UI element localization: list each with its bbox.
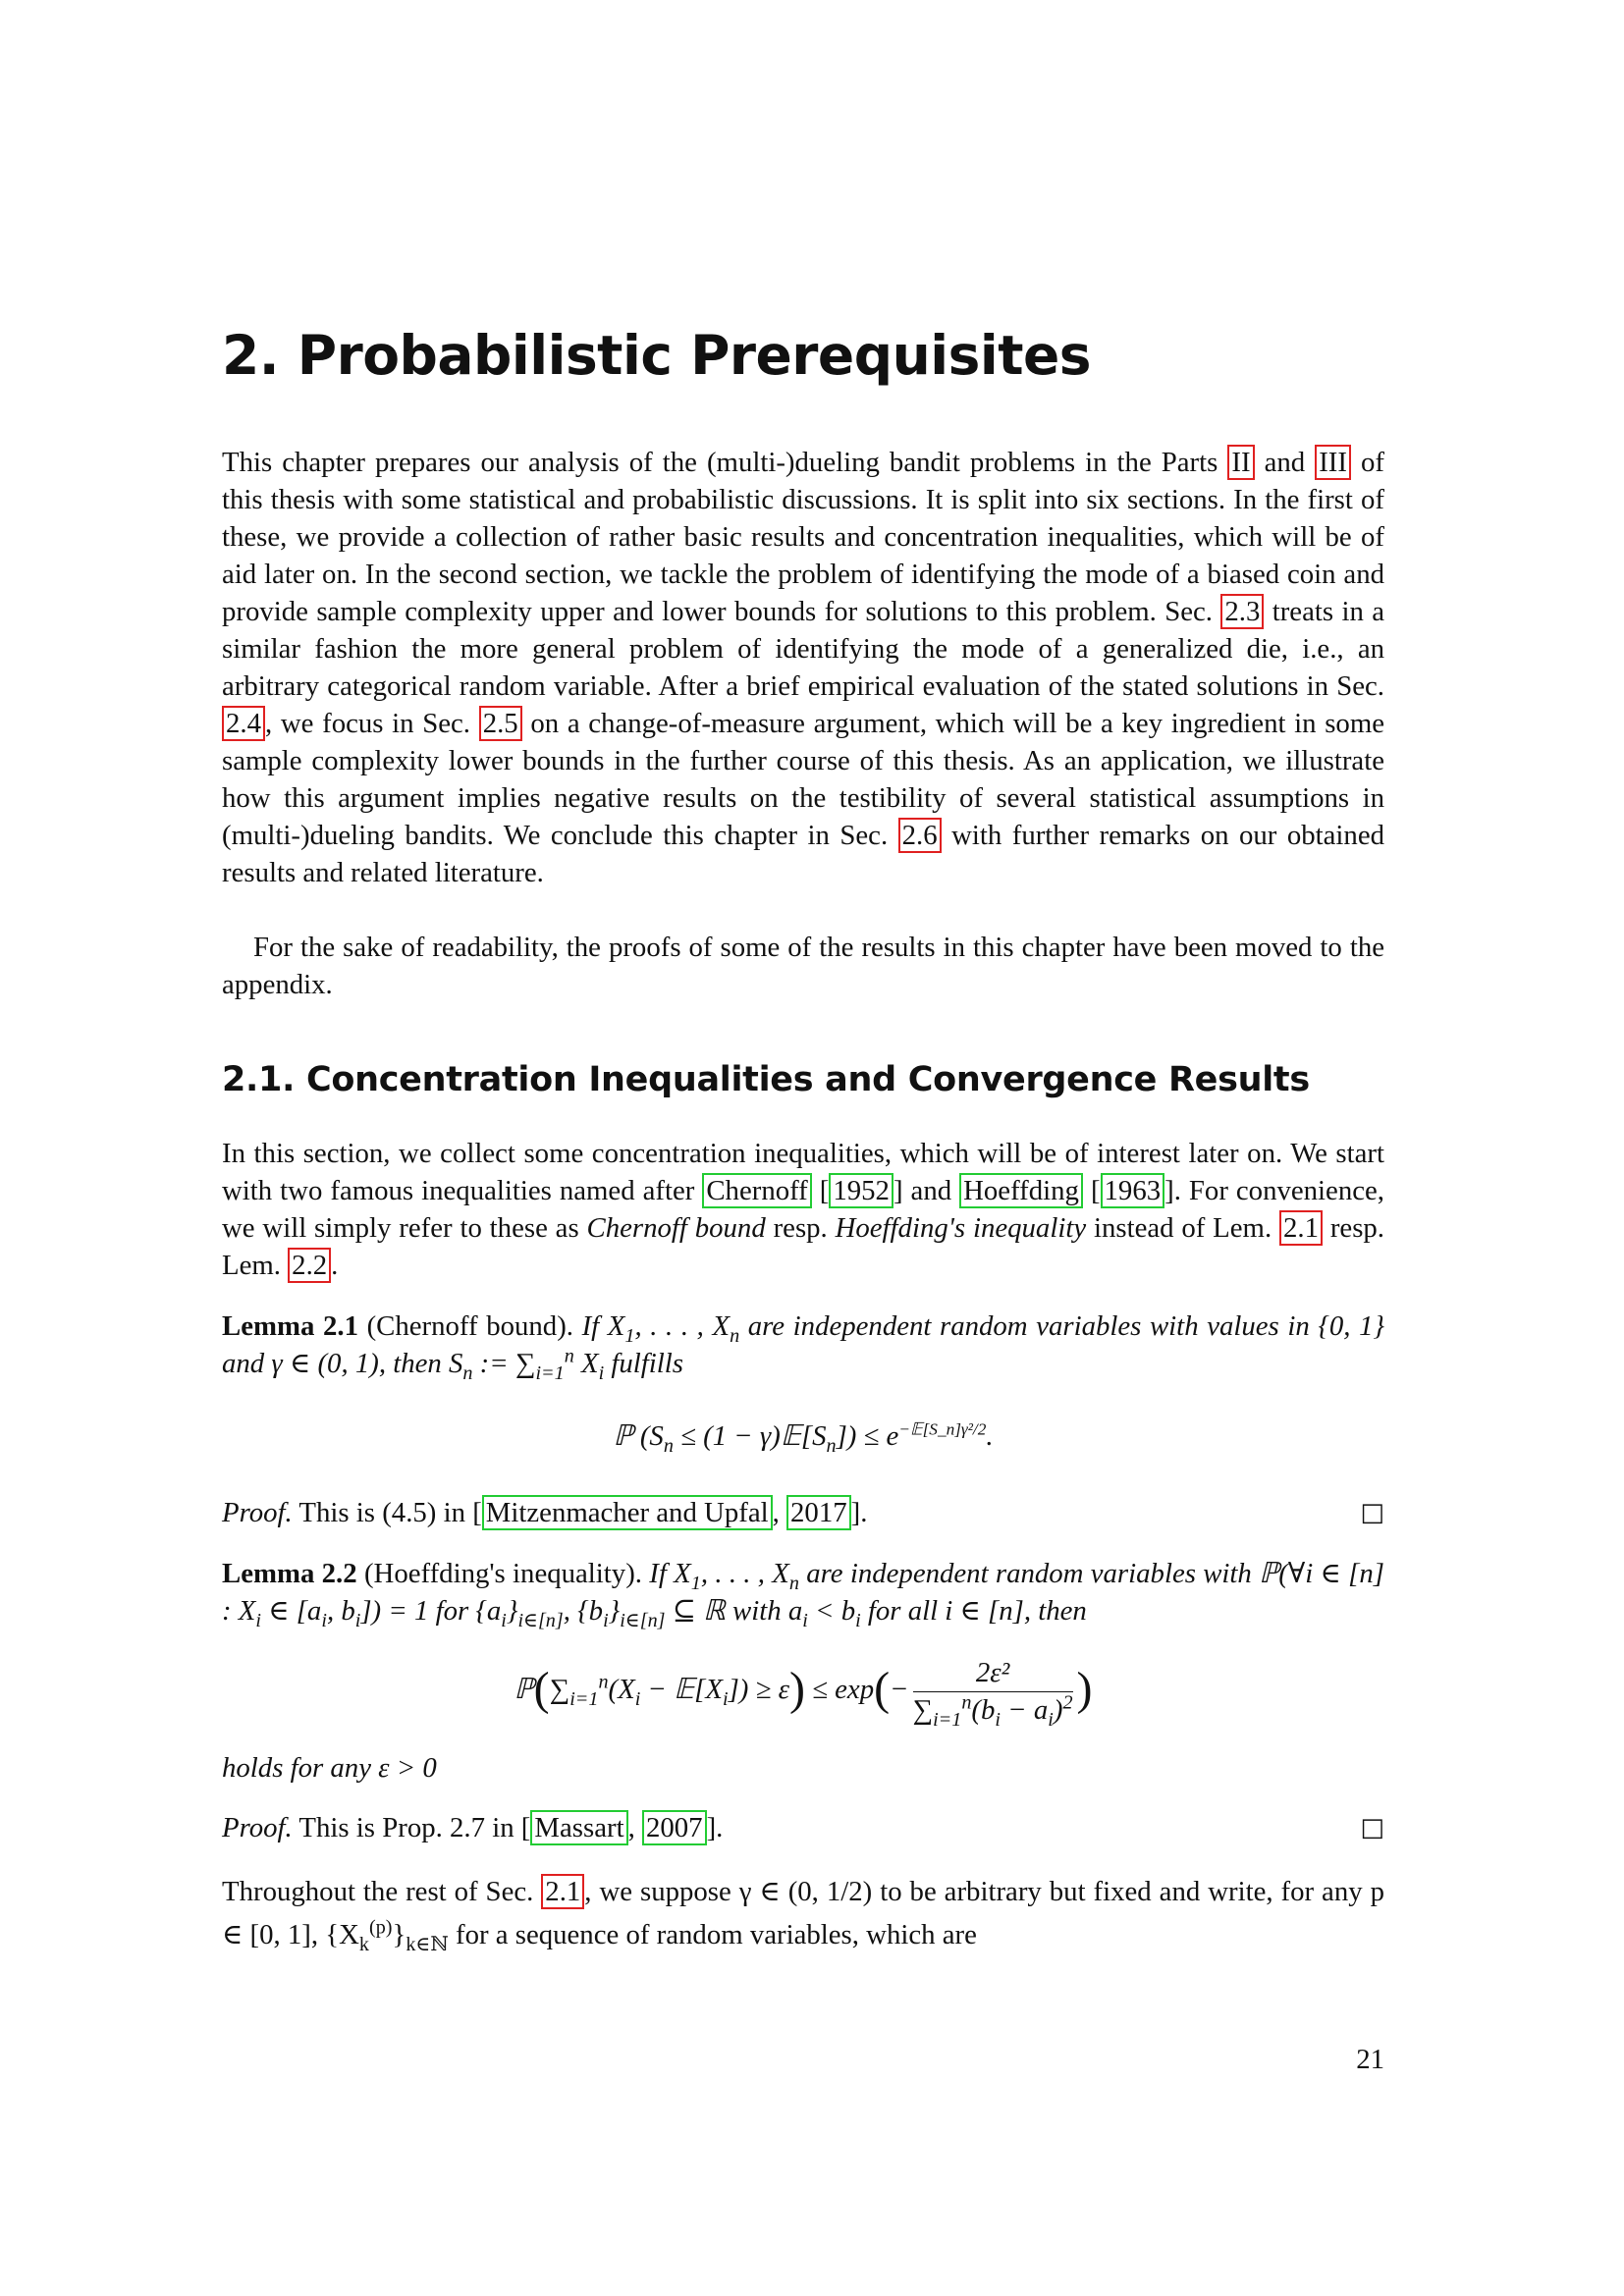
ref-part-ii[interactable]: II xyxy=(1227,445,1254,480)
ref-sec-2-5[interactable]: 2.5 xyxy=(479,706,522,741)
ref-sec-2-6[interactable]: 2.6 xyxy=(898,818,942,853)
chapter-title: 2. Probabilistic Prerequisites xyxy=(222,324,1092,387)
intro-paragraph-2: For the sake of readability, the proofs of some of the results in this chapter have been moved to the appendix. xyxy=(222,932,1384,1000)
hoeffding-tail: holds for any ε > 0 xyxy=(222,1752,437,1784)
ref-sec-2-3[interactable]: 2.3 xyxy=(1220,594,1264,629)
lemma-2-1: Lemma 2.1 (Chernoff bound). If $X_1$, . . . , $X_n$ are independent random variables with values in {0, 1} and γ ∈ (0, 1), then $S_n$ := $\sum_{i=1}^n$ $X_i$ fulfills xyxy=(222,1310,1384,1384)
ref-sec-2-4[interactable]: 2.4 xyxy=(222,706,265,741)
closing-paragraph: Throughout the rest of Sec. 2.1 , we suppose γ ∈ (0, 1/2) to be arbitrary but fixed and write, for any p ∈ [0, 1], $\{X_k^{(p)}\}_{k\in ℕ}$ for a sequence of random variables, which are xyxy=(222,1876,1384,1955)
cite-massart[interactable]: Massart xyxy=(530,1810,627,1845)
cite-massart-year[interactable]: 2007 xyxy=(642,1810,707,1845)
cite-hoeffding-year[interactable]: 1963 xyxy=(1101,1173,1165,1208)
cite-mitzenmacher-year[interactable]: 2017 xyxy=(786,1495,851,1530)
intro-paragraph: This chapter prepares our analysis of the (multi-)dueling bandit problems in the Parts II and III of this thesis with some statistical and probabilistic discussions. It is split into six sections. In the first of these, we provide a collection of rather basic results and concentration inequalities, which will be of aid later on. In the second section, we tackle the problem of identifying the mode of a biased coin and provide sample complexity upper and lower bounds for solutions to this problem. Sec. 2.3 treats in a similar fashion the more general problem of identifying the mode of a generalized die, i.e., an arbitrary categorical random variable. After a brief empirical evaluation of the stated solutions in Sec. 2.4 , we focus in Sec. 2.5 on a change-of-measure argument, which will be a key ingredient in some sample complexity lower bounds in the further course of this thesis. As an application, we illustrate how this argument implies negative results on the testibility of several statistical assumptions in (multi-)dueling bandits. We conclude this chapter in Sec. 2.6 with further remarks on our obtained results and related literature. xyxy=(222,447,1385,888)
page-number: 21 xyxy=(1356,2044,1384,2075)
chernoff-formula: ℙ ($S_n \le (1$ − $\gamma)𝔼[S_n]) \le e^{-𝔼[S\_n]\gamma^2/2}$. xyxy=(613,1419,994,1457)
hoeffding-formula: $ℙ(\sum_{i=1}^n(X_i$ − $𝔼[X_i]) \ge \varepsilon) \le \exp(-$ $\frac{\text{2ε²}}{\sum_{i=1}^n(b_i - a_i)^2}$ ) xyxy=(514,1657,1093,1731)
section-paragraph: In this section, we collect some concentration inequalities, which will be of interest later on. We start with two famous inequalities named after Chernoff [ 1952 ] and Hoeffding [ 1963 ]. For convenience, we will simply refer to these as Chernoff bound resp. Hoeffding's inequality instead of Lem. 2.1 resp. Lem. 2.2 . xyxy=(222,1138,1385,1281)
ref-lem-2-2[interactable]: 2.2 xyxy=(288,1248,331,1283)
lemma-2-2: Lemma 2.2 (Hoeffding's inequality). If $X_1$, . . . , $X_n$ are independent random variables with ℙ(∀i ∈ [n] : $X_i$ ∈ [$a_i$, $b_i]) = 1$ for $\{a_i\}_{i\in[n]}$, $\{b_i\}_{i\in[n]}$ ⊆ ℝ with $a_i < b_i$ for all i ∈ [n], then xyxy=(222,1558,1384,1631)
qed-symbol: □ xyxy=(1360,1498,1384,1527)
proof-lemma-2-2: Proof. This is Prop. 2.7 in [ Massart , 2007 ]. □ xyxy=(222,1809,1384,1846)
ref-part-iii[interactable]: III xyxy=(1315,445,1351,480)
cite-chernoff[interactable]: Chernoff xyxy=(702,1173,811,1208)
ref-sec-2-1[interactable]: 2.1 xyxy=(541,1874,584,1909)
qed-symbol: □ xyxy=(1360,1813,1384,1842)
section-title: 2.1. Concentration Inequalities and Convergence Results xyxy=(222,1060,1310,1099)
ref-lem-2-1[interactable]: 2.1 xyxy=(1279,1210,1323,1246)
proof-lemma-2-1: Proof. This is (4.5) in [ Mitzenmacher and Upfal , 2017 ]. □ xyxy=(222,1494,1384,1531)
cite-mitzenmacher[interactable]: Mitzenmacher and Upfal xyxy=(482,1495,773,1530)
cite-chernoff-year[interactable]: 1952 xyxy=(829,1173,893,1208)
cite-hoeffding[interactable]: Hoeffding xyxy=(959,1173,1083,1208)
